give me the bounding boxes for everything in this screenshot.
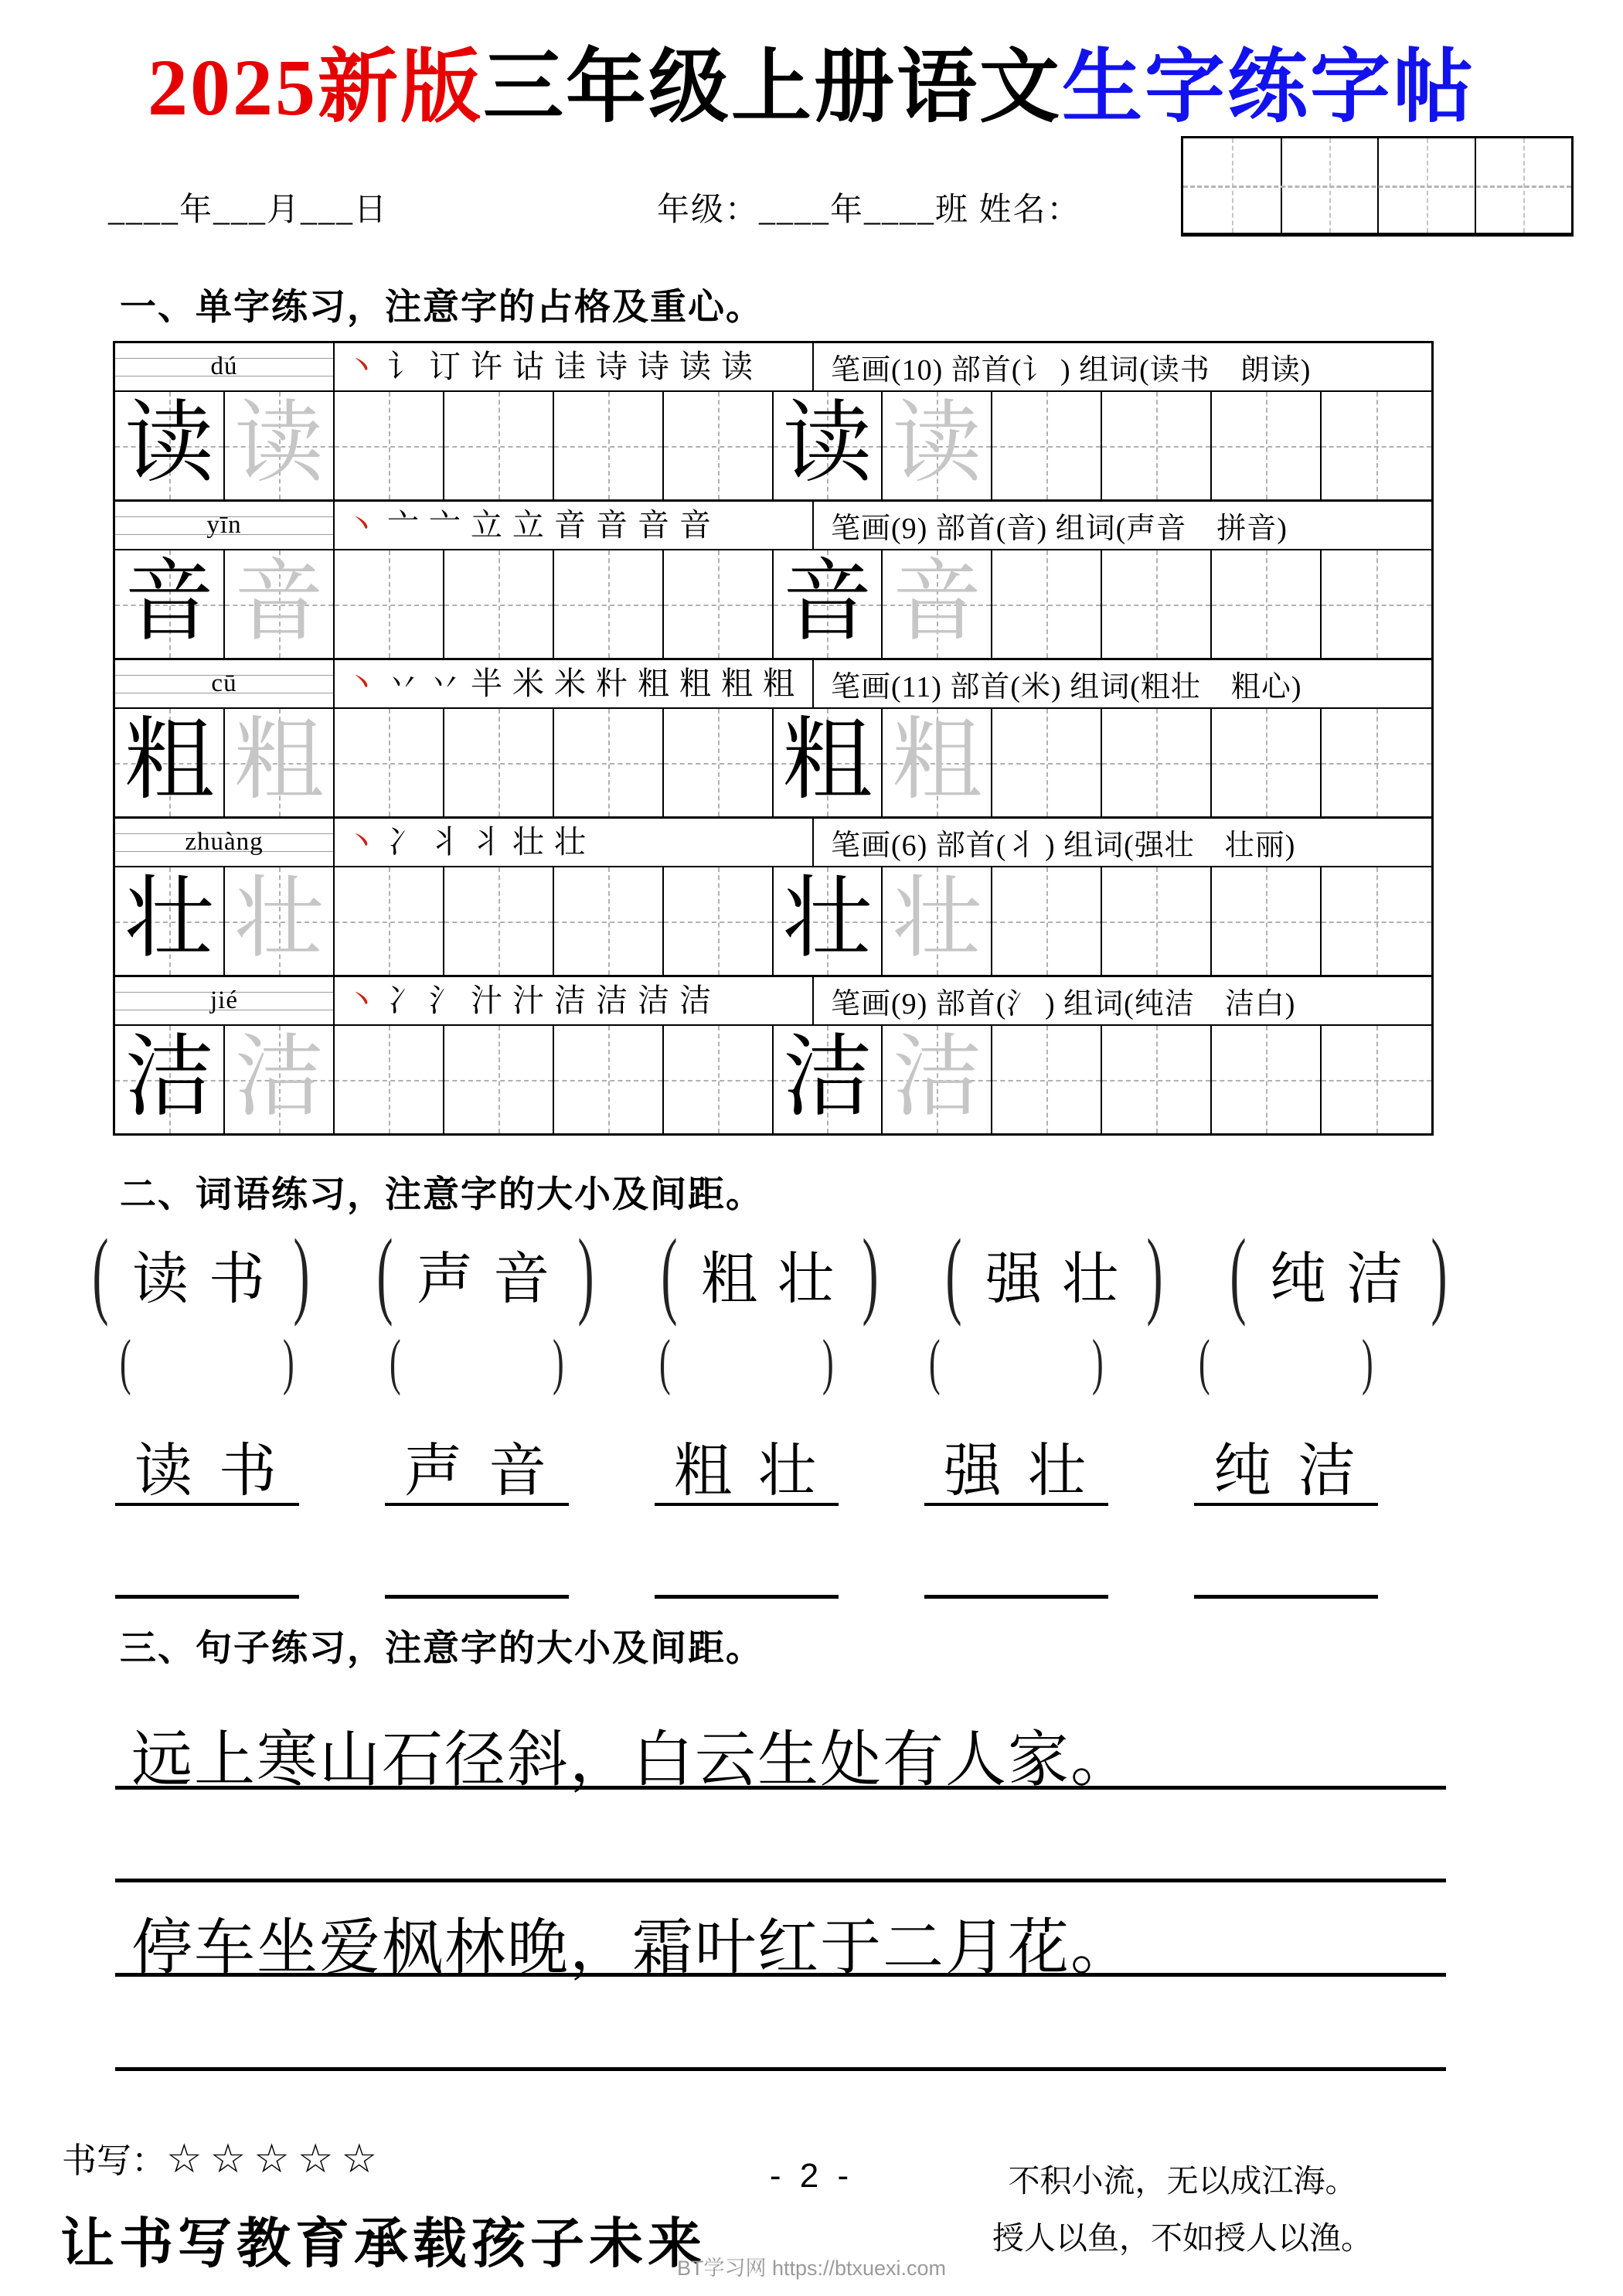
stroke-step: 丶 xyxy=(345,507,377,543)
practice-cell xyxy=(115,709,225,816)
trace-character: 洁 xyxy=(233,1028,324,1128)
practice-cell xyxy=(335,709,444,816)
practice-cell xyxy=(1322,550,1431,658)
footer-quotes xyxy=(982,2153,1383,2267)
stroke-step: 洁 xyxy=(679,983,711,1018)
stroke-step: 籵 xyxy=(596,666,628,701)
sentence-2: 停车坐爱枫林晚，霜叶红于二月花。 xyxy=(131,1915,1133,1982)
open-paren: ( xyxy=(376,1219,393,1327)
name-grid-cell xyxy=(1377,138,1475,233)
practice-cell xyxy=(554,1026,664,1133)
ruled-line xyxy=(115,2067,1446,2071)
blank-word-line xyxy=(924,1595,1108,1599)
practice-cell xyxy=(554,550,664,658)
section-3-heading: 三、句子练习，注意字的大小及间距。 xyxy=(120,1627,764,1668)
name-grid-cell xyxy=(1475,138,1572,233)
practice-cell xyxy=(335,867,444,975)
practice-cell xyxy=(444,867,554,975)
practice-cell xyxy=(1212,550,1322,658)
practice-cell-row xyxy=(115,392,1431,499)
word-in-parentheses xyxy=(924,1219,1184,1327)
stroke-step: 亠 xyxy=(387,507,419,543)
stroke-step: 立 xyxy=(512,507,544,543)
word-in-parentheses xyxy=(356,1219,615,1327)
character-block xyxy=(115,343,1431,499)
open-paren: ( xyxy=(119,1328,131,1396)
empty-parentheses xyxy=(655,1328,839,1396)
page-title xyxy=(0,22,1623,138)
footer-slogan: 让书写教育承载孩子未来 xyxy=(60,2213,706,2274)
stroke-step: 许 xyxy=(471,349,502,384)
stroke-step: 壮 xyxy=(554,824,586,860)
trace-character: 读 xyxy=(233,394,324,494)
stroke-step: 丷 xyxy=(429,666,461,701)
model-character: 音 xyxy=(124,553,214,652)
close-paren: ) xyxy=(1362,1328,1374,1396)
model-character: 壮 xyxy=(782,870,873,969)
practice-cell xyxy=(883,550,992,658)
practice-cell xyxy=(115,867,225,975)
open-paren: ( xyxy=(945,1219,962,1327)
open-paren: ( xyxy=(92,1219,109,1327)
practice-cell xyxy=(335,392,444,499)
open-paren: ( xyxy=(1198,1328,1210,1396)
practice-cell-row xyxy=(115,550,1431,658)
practice-cell xyxy=(1322,392,1431,499)
stroke-order-sequence xyxy=(335,819,814,866)
underlined-word: 读书 xyxy=(115,1429,299,1506)
practice-cell xyxy=(225,392,335,499)
blank-word-line xyxy=(655,1595,839,1599)
practice-cell xyxy=(992,867,1102,975)
practice-cell xyxy=(992,1026,1102,1133)
character-info-strip xyxy=(115,660,1431,709)
empty-parentheses xyxy=(1194,1328,1378,1396)
open-paren: ( xyxy=(661,1219,678,1327)
word-in-parentheses xyxy=(1209,1219,1468,1327)
trace-character: 壮 xyxy=(233,870,324,969)
stroke-step: 丬 xyxy=(471,824,502,860)
pinyin-cell xyxy=(115,343,335,390)
practice-cell xyxy=(774,1026,883,1133)
practice-cell xyxy=(335,550,444,658)
stroke-step: 粗 xyxy=(721,666,753,701)
practice-cell xyxy=(774,392,883,499)
stroke-step: 洁 xyxy=(554,983,586,1018)
practice-cell xyxy=(664,867,774,975)
character-info-strip xyxy=(115,977,1431,1026)
practice-cell xyxy=(1212,392,1322,499)
pinyin-label: zhuàng xyxy=(185,828,264,856)
practice-cell xyxy=(225,709,335,816)
trace-character: 洁 xyxy=(892,1028,982,1128)
word-label: 粗壮 xyxy=(701,1248,854,1310)
pinyin-cell xyxy=(115,660,335,707)
practice-cell xyxy=(115,392,225,499)
word-in-parentheses xyxy=(640,1219,900,1327)
practice-cell-row xyxy=(115,1026,1431,1133)
practice-cell xyxy=(1322,867,1431,975)
model-character: 粗 xyxy=(782,711,873,811)
trace-character: 壮 xyxy=(892,870,982,969)
practice-cell xyxy=(1212,867,1322,975)
practice-cell xyxy=(115,550,225,658)
open-paren: ( xyxy=(1230,1219,1247,1327)
ruled-line xyxy=(115,1879,1446,1882)
stroke-step: 粗 xyxy=(638,666,669,701)
character-block xyxy=(115,499,1431,658)
practice-cell xyxy=(883,709,992,816)
stroke-step: 诗 xyxy=(596,349,628,384)
trace-character: 粗 xyxy=(233,711,324,811)
character-practice-table xyxy=(113,341,1434,1136)
stroke-step: 丶 xyxy=(345,983,377,1018)
practice-cell xyxy=(1102,392,1212,499)
practice-cell xyxy=(883,392,992,499)
practice-cell xyxy=(1102,709,1212,816)
stroke-step: 壮 xyxy=(512,824,544,860)
name-writing-grid xyxy=(1181,136,1574,237)
stroke-radical-words-info: 笔画(10) 部首(讠 ) 组词(读书 朗读) xyxy=(831,354,1312,387)
stroke-step: 洁 xyxy=(596,983,628,1018)
practice-cell xyxy=(115,1026,225,1133)
trace-character: 粗 xyxy=(892,711,982,811)
practice-cell-row xyxy=(115,867,1431,975)
practice-cell xyxy=(225,1026,335,1133)
character-info-strip xyxy=(115,819,1431,867)
name-grid-cell xyxy=(1281,138,1378,233)
stroke-step: 汁 xyxy=(512,983,544,1018)
title-subject: 生字练字帖 xyxy=(1062,43,1476,132)
stroke-step: 粗 xyxy=(763,666,794,701)
word-in-parentheses xyxy=(71,1219,331,1327)
practice-cell xyxy=(1322,1026,1431,1133)
practice-cell xyxy=(444,709,554,816)
title-edition: 2025新版 xyxy=(147,43,483,132)
stroke-step: 半 xyxy=(471,666,502,701)
stroke-step: 立 xyxy=(471,507,502,543)
footer-quote-2: 授人以鱼，不如授人以渔。 xyxy=(992,2219,1373,2256)
practice-cell xyxy=(883,1026,992,1133)
date-blank-line: ____年___月___日 xyxy=(108,192,389,228)
model-character: 读 xyxy=(124,394,214,494)
stroke-step: 丶 xyxy=(345,349,377,384)
empty-parentheses xyxy=(924,1328,1108,1396)
pinyin-label: cū xyxy=(211,669,237,697)
practice-cell xyxy=(1102,867,1212,975)
stroke-step: 洁 xyxy=(638,983,669,1018)
stroke-radical-words-info: 笔画(9) 部首(音) 组词(声音 拼音) xyxy=(831,513,1288,545)
section-1-heading: 一、单字练习，注意字的占格及重心。 xyxy=(120,286,764,327)
word-label: 读书 xyxy=(132,1248,285,1310)
practice-cell-row xyxy=(115,709,1431,816)
page-number: - 2 - xyxy=(769,2157,854,2195)
stroke-step: 丶 xyxy=(345,824,377,860)
stroke-step: 丶 xyxy=(345,666,377,701)
practice-cell xyxy=(664,1026,774,1133)
stroke-step: 亠 xyxy=(429,507,461,543)
practice-cell xyxy=(335,1026,444,1133)
model-character: 洁 xyxy=(124,1028,214,1128)
word-label: 纯洁 xyxy=(1270,1248,1423,1310)
practice-cell xyxy=(774,867,883,975)
stroke-order-sequence xyxy=(335,660,814,707)
stroke-step: 米 xyxy=(512,666,544,701)
stroke-step: 冫 xyxy=(387,983,419,1018)
name-grid-cell xyxy=(1183,138,1281,233)
close-paren: ) xyxy=(577,1219,594,1327)
practice-cell xyxy=(444,1026,554,1133)
practice-cell xyxy=(554,709,664,816)
site-watermark: BT学习网 https://btxuexi.com xyxy=(676,2257,947,2280)
stroke-step: 汁 xyxy=(471,983,502,1018)
section-2-heading: 二、词语练习，注意字的大小及间距。 xyxy=(120,1174,764,1214)
stroke-order-sequence xyxy=(335,343,814,390)
stroke-step: 订 xyxy=(429,349,461,384)
trace-character: 音 xyxy=(233,553,324,652)
stroke-step: 音 xyxy=(596,507,628,543)
underlined-word: 声音 xyxy=(385,1429,569,1506)
model-character: 读 xyxy=(782,394,873,494)
pinyin-cell xyxy=(115,819,335,866)
close-paren: ) xyxy=(553,1328,565,1396)
practice-cell xyxy=(444,550,554,658)
practice-cell xyxy=(774,550,883,658)
empty-parentheses xyxy=(385,1328,569,1396)
practice-cell xyxy=(554,867,664,975)
stroke-step: 米 xyxy=(554,666,586,701)
practice-cell xyxy=(1212,709,1322,816)
sentence-1: 远上寒山石径斜，白云生处有人家。 xyxy=(131,1727,1133,1794)
ruled-line xyxy=(115,1786,1446,1790)
practice-cell xyxy=(664,550,774,658)
stroke-step: 粗 xyxy=(679,666,711,701)
close-paren: ) xyxy=(1431,1219,1448,1327)
stroke-step: 诂 xyxy=(512,349,544,384)
blank-word-line xyxy=(385,1595,569,1599)
footer-quote-1: 不积小流，无以成江海。 xyxy=(1008,2163,1357,2199)
practice-cell xyxy=(664,709,774,816)
stroke-step: 讠 xyxy=(387,349,419,384)
stroke-order-sequence xyxy=(335,977,814,1024)
blank-word-line xyxy=(1194,1595,1378,1599)
stroke-step: 丬 xyxy=(429,824,461,860)
title-grade: 三年级上册语文 xyxy=(482,43,1062,132)
close-paren: ) xyxy=(1146,1219,1163,1327)
practice-cell xyxy=(664,392,774,499)
underlined-word: 粗壮 xyxy=(655,1429,839,1506)
word-label: 声音 xyxy=(417,1248,570,1310)
blank-word-line xyxy=(115,1595,299,1599)
underlined-word: 强壮 xyxy=(924,1429,1108,1506)
trace-character: 读 xyxy=(892,394,982,494)
stroke-step: 丷 xyxy=(387,666,419,701)
open-paren: ( xyxy=(658,1328,671,1396)
stroke-step: 读 xyxy=(679,349,711,384)
pinyin-label: jié xyxy=(210,986,238,1014)
stroke-step: 音 xyxy=(679,507,711,543)
model-character: 音 xyxy=(782,553,873,652)
class-name-line: 年级：____年____班 姓名： xyxy=(657,192,1081,228)
character-info-strip xyxy=(115,343,1431,392)
practice-cell xyxy=(883,867,992,975)
open-paren: ( xyxy=(389,1328,401,1396)
character-info-strip xyxy=(115,502,1431,550)
rating-stars: ☆☆☆☆☆ xyxy=(166,2138,386,2182)
practice-cell xyxy=(1212,1026,1322,1133)
stroke-step: 诖 xyxy=(554,349,586,384)
pinyin-cell xyxy=(115,977,335,1024)
close-paren: ) xyxy=(1092,1328,1104,1396)
character-block xyxy=(115,658,1431,816)
stroke-step: 音 xyxy=(554,507,586,543)
close-paren: ) xyxy=(293,1219,310,1327)
pinyin-label: yīn xyxy=(206,511,242,539)
word-label: 强壮 xyxy=(985,1248,1138,1310)
underlined-word: 纯洁 xyxy=(1194,1429,1378,1506)
pinyin-label: dú xyxy=(210,353,238,380)
open-paren: ( xyxy=(928,1328,941,1396)
practice-cell xyxy=(1102,1026,1212,1133)
stroke-step: 音 xyxy=(638,507,669,543)
model-character: 粗 xyxy=(124,711,214,811)
stroke-step: 冫 xyxy=(387,824,419,860)
ruled-line xyxy=(115,1973,1446,1977)
trace-character: 音 xyxy=(892,553,982,652)
practice-cell xyxy=(444,392,554,499)
practice-cell xyxy=(1322,709,1431,816)
character-block xyxy=(115,975,1431,1133)
practice-cell xyxy=(554,392,664,499)
practice-cell xyxy=(992,709,1102,816)
stroke-order-sequence xyxy=(335,502,814,549)
empty-parentheses xyxy=(115,1328,299,1396)
pinyin-cell xyxy=(115,502,335,549)
stroke-step: 氵 xyxy=(429,983,461,1018)
stroke-radical-words-info: 笔画(6) 部首(丬 ) 组词(强壮 壮丽) xyxy=(831,829,1296,862)
stroke-radical-words-info: 笔画(11) 部首(米) 组词(粗壮 粗心) xyxy=(831,671,1302,703)
stroke-radical-words-info: 笔画(9) 部首(氵 ) 组词(纯洁 洁白) xyxy=(831,988,1296,1020)
close-paren: ) xyxy=(862,1219,879,1327)
practice-cell xyxy=(1102,550,1212,658)
practice-cell xyxy=(774,709,883,816)
practice-cell xyxy=(225,867,335,975)
practice-cell xyxy=(225,550,335,658)
model-character: 洁 xyxy=(782,1028,873,1128)
close-paren: ) xyxy=(283,1328,295,1396)
character-block xyxy=(115,816,1431,975)
stroke-step: 诗 xyxy=(638,349,669,384)
practice-cell xyxy=(992,550,1102,658)
practice-cell xyxy=(992,392,1102,499)
model-character: 壮 xyxy=(124,870,214,969)
stroke-step: 读 xyxy=(721,349,753,384)
rating-label: 书写： xyxy=(62,2141,167,2180)
close-paren: ) xyxy=(822,1328,835,1396)
